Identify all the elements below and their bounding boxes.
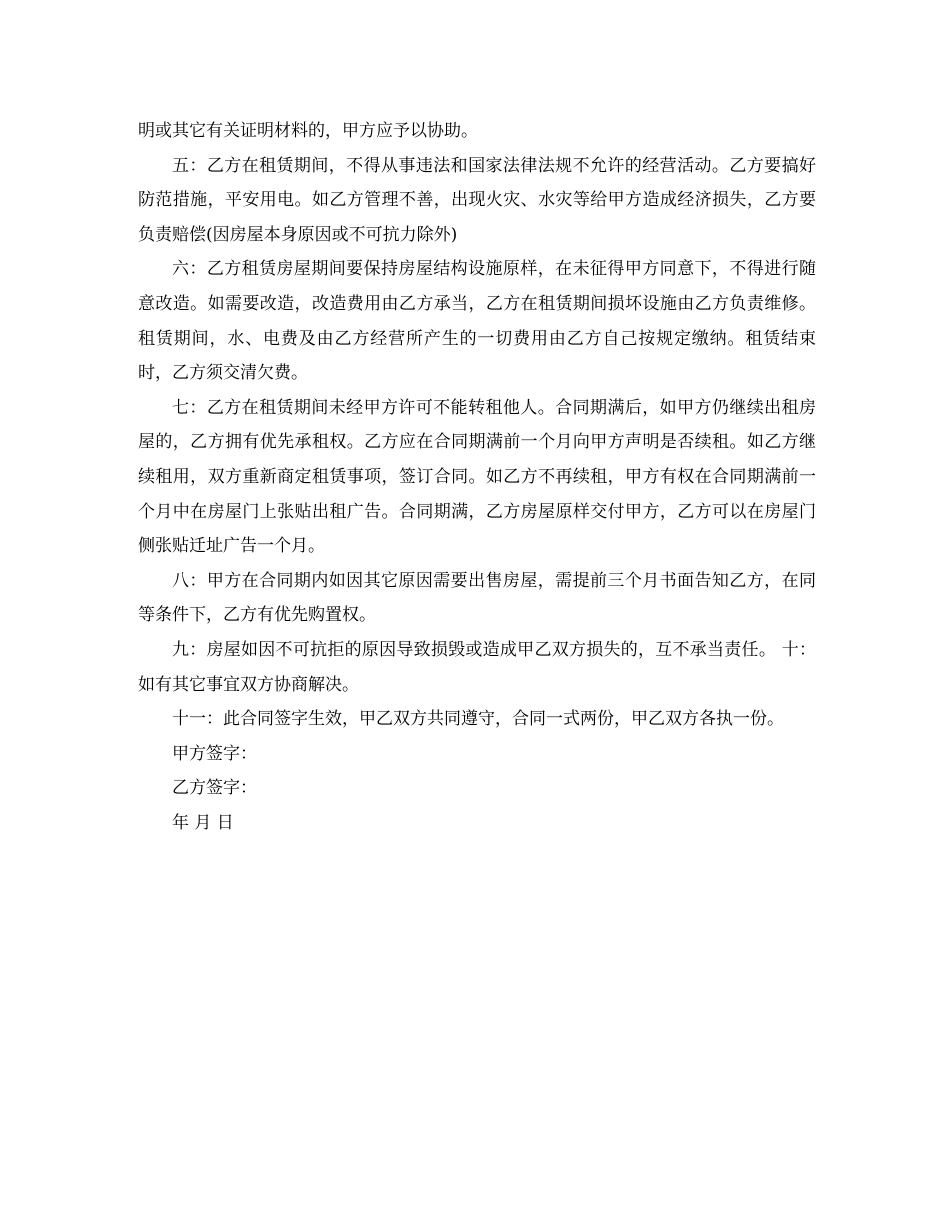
clause-8: 八：甲方在合同期内如因其它原因需要出售房屋，需提前三个月书面告知乙方，在同等条件下，乙方有优先购置权。: [138, 570, 816, 626]
signature-date: 年 月 日: [172, 812, 234, 833]
clause-5: 五：乙方在租赁期间，不得从事违法和国家法律法规不允许的经营活动。乙方要搞好防范措施，平安用电。如乙方管理不善，出现火灾、水灾等给甲方造成经济损失，乙方要负责赔偿(因房屋本身原因或不可抗力除外): [138, 155, 816, 245]
paragraph-continuation: 明或其它有关证明材料的，甲方应予以协助。: [138, 121, 478, 141]
clause-9-10: 九：房屋如因不可抗拒的原因导致损毁或造成甲乙双方损失的，互不承当责任。 十： 如有其它事宜双方协商解决。: [138, 639, 816, 695]
clause-7: 七：乙方在租赁期间未经甲方许可不能转租他人。合同期满后，如甲方仍继续出租房屋的，乙方拥有优先承租权。乙方应在合同期满前一个月向甲方声明是否续租。如乙方继续租用，双方重新商定租赁事项，签订合同。如乙方不再续租，甲方有权在合同期满前一个月中在房屋门上张贴出租广告。合同期满，乙方房屋原样交付甲方，乙方可以在房屋门侧张贴迁址广告一个月。: [138, 397, 816, 557]
contract-body: [138, 114, 816, 840]
clause-6: 六：乙方租赁房屋期间要保持房屋结构设施原样，在未征得甲方同意下，不得进行随意改造。如需要改造，改造费用由乙方承当，乙方在租赁期间损坏设施由乙方负责维修。租赁期间，水、电费及由乙方经营所产生的一切费用由乙方自己按规定缴纳。租赁结束时，乙方须交清欠费。: [138, 259, 816, 384]
party-b-signature: 乙方签字：: [172, 778, 257, 799]
clause-11: 十一：此合同签字生效，甲乙双方共同遵守，合同一式两份，甲乙双方各执一份。: [172, 709, 784, 730]
party-a-signature: 甲方签字：: [172, 743, 257, 764]
